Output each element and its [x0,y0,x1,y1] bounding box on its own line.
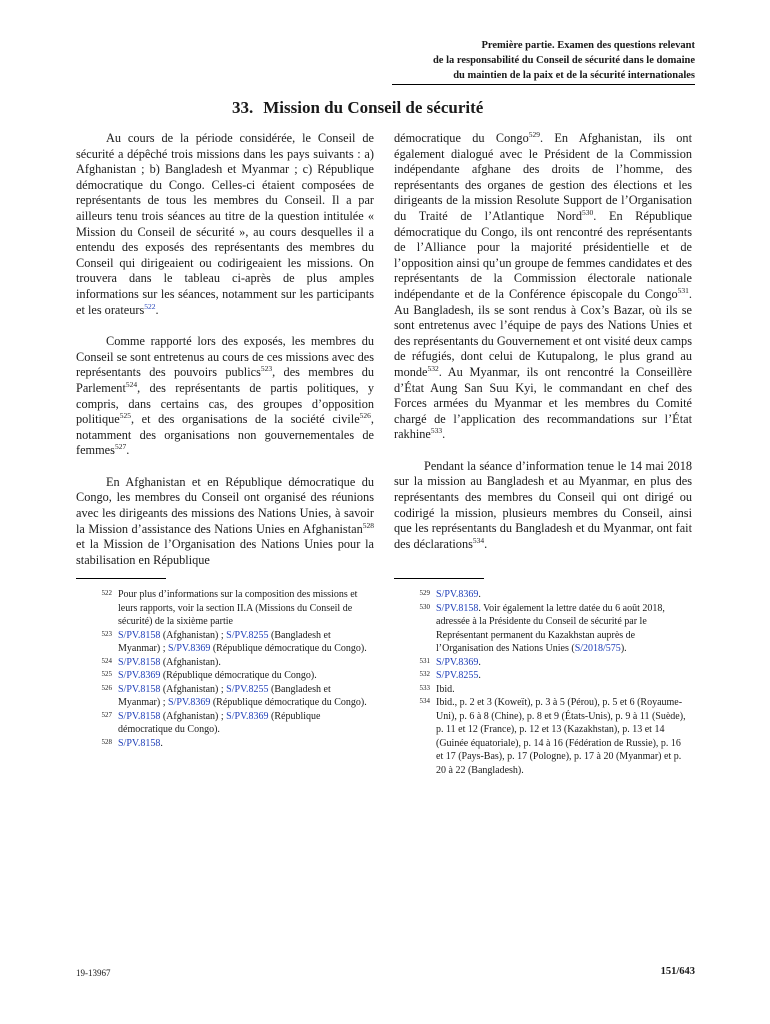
footnote-ref[interactable]: 532 [427,363,439,373]
footnote-531: 531 S/PV.8369. [419,656,481,668]
footnote-ref[interactable]: 533 [430,426,443,436]
footnote-ref[interactable]: 523 [260,364,273,374]
paragraph [76,475,374,569]
header-line-3: du maintien de la paix et de la sécurité internationales [453,70,695,81]
footnote-532: 532 S/PV.8255. [419,670,481,681]
footnote-529: 529 S/PV.8369. [419,589,481,600]
document-link[interactable]: S/PV.8158 [118,656,161,668]
left-column [76,131,374,584]
footnote-rule-right [394,578,484,579]
paragraph-text: Au cours de la période considérée, le Conseil de sécurité a dépêché trois missions dans les pays suivants : a) Afghanistan ; b) Bangladesh et Myanmar ; c) République démocratique du Congo. Celles-ci étaient composées de représentants de tous les membres du Conseil. Il a par ailleurs tenu trois séances au titre de la question intitulée « Mission du Conseil de sécurité », au cours desquelles il a entendu des exposés des représentants des membres du Conseil qui dirigeaient ou codirigeaient les missions. On trouvera dans le tableau ci-après de plus amples informations sur les séances, notamment sur les participants et les orateurs [76,131,374,317]
document-link[interactable]: S/PV.8369 [118,670,161,681]
footnote-524: 524 S/PV.8158 (Afghanistan). [101,656,221,668]
document-link[interactable]: S/PV.8369 [226,710,269,722]
footnote-525: 525 S/PV.8369 (République démocratique du Congo). [101,670,317,681]
paragraph-text: . En République démocratique du Congo, ils ont rencontré des représentants de l’Alliance pour la majorité présidentielle et de l’opposition ainsi qu’un groupe de femmes candidates et des représentants de la Commission électorale nationale indépendante et de la Conférence épiscopale du Congo [394,208,693,301]
header-line-2: de la responsabilité du Conseil de sécurité dans le domaine [432,55,695,66]
paragraph [76,131,374,318]
paragraph-text: Comme rapporté lors des exposés, les membres du Conseil se sont entretenus au cours de ces missions avec des représentants des pouvoirs publics [76,334,374,380]
document-link[interactable]: S/PV.8158 [118,683,161,695]
paragraph [76,334,374,459]
footnote-523: 523 S/PV.8158 (Afghanistan) ; S/PV.8255 (Bangladesh et Myanmar) ; S/PV.8369 (République démocratique du Congo). [101,629,367,654]
document-link[interactable]: S/PV.8369 [436,589,479,600]
document-link[interactable]: S/2018/575 [574,643,621,654]
paragraph [394,131,692,443]
paragraph-text: et la Mission de l’Organisation des Nations Unies pour la stabilisation en République [76,537,374,567]
paragraph-text: . Au Myanmar, ils ont rencontré la Conseillère d’État Aung San Suu Kyi, le commandant en chef des Forces armées du Myanmar et les membres du Comité chargé de l’application des recommandations sur l’État rakhine [394,364,692,442]
paragraph [394,459,692,553]
footnote-530: 530 S/PV.8158. Voir également la lettre datée du 6 août 2018, adressée à la Présidente du Conseil de sécurité par le Représentant permanent du Kazakhstan auprès de l’Organisation des Nations Unies (S/2018/575). [419,602,665,654]
footnote-ref[interactable]: 534 [472,535,485,545]
document-link[interactable]: S/PV.8158 [118,710,161,722]
footnote-522: 522 Pour plus d’informations sur la composition des missions et leurs rapports, voir la section II.A (Missions du Conseil de sécurité) de la sixième partie [101,589,358,627]
footnote-527: 527 S/PV.8158 (Afghanistan) ; S/PV.8369 (République démocratique du Congo). [101,710,321,735]
document-link[interactable]: S/PV.8369 [436,656,479,668]
document-link[interactable]: S/PV.8369 [168,697,211,708]
footnote-ref[interactable]: 528 [362,520,374,530]
paragraph-text: . [484,536,488,551]
footnote-ref[interactable]: 524 [125,379,138,389]
header-rule [392,84,695,85]
footnote-526: 526 S/PV.8158 (Afghanistan) ; S/PV.8255 (Bangladesh et Myanmar) ; S/PV.8369 (République démocratique du Congo). [101,683,367,708]
paragraph-text: démocratique du Congo [394,131,529,145]
document-link[interactable]: S/PV.8255 [226,629,269,641]
header-line-1: Première partie. Examen des questions relevant [481,40,695,51]
section-number: 33. [232,98,254,117]
footnote-528: 528 S/PV.8158. [101,737,163,749]
footnote-534: 534 Ibid., p. 2 et 3 (Koweït), p. 3 à 5 (Pérou), p. 5 et 6 (Royaume-Uni), p. 6 à 8 (Chine), p. 8 et 9 (États-Unis), p. 9 à 11 (Suède), p. 11 et 12 (France), p. 12 et 13 (Kazakhstan), p. 13 et 14 (Guinée équatoriale), p. 14 à 16 (Fédération de Russie), p. 16 et 17 (Pays-Bas), p. 17 (Pologne), p. 17 à 20 (Myanmar) et p. 20 à 22 (Bangladesh). [419,697,686,776]
document-link[interactable]: S/PV.8158 [436,602,479,614]
document-link[interactable]: S/PV.8255 [436,670,479,681]
document-link[interactable]: S/PV.8158 [118,629,161,641]
footnote-ref[interactable]: 529 [528,130,540,139]
paragraph-text: Pendant la séance d’information tenue le 14 mai 2018 sur la mission au Bangladesh et au Myanmar, en plus des représentants des membres du Conseil qui ont dirigé ou codirigé la mission, plusieurs membres du Conseil, ainsi que les représentants du Bangladesh et du Myanmar, ont fait des déclarations [394,458,692,551]
footnote-ref[interactable]: 531 [677,285,689,295]
paragraph-text: . En Afghanistan, ils ont également dialogué avec le Président de la Commission indépendante afghane des droits de l’homme, des représentants des organes de gestion des élections et les dirigeants de la mission Resolute Support de l’Organisation du Traité de l’Atlantique Nord [394,131,692,223]
footnotes-left [88,588,368,750]
footnote-533: 533 Ibid. [419,683,455,695]
footnote-rule-left [76,578,166,579]
footnote-ref[interactable]: 526 [359,411,371,421]
right-column [394,131,692,568]
paragraph-text: . [155,302,159,317]
section-title-text: Mission du Conseil de sécurité [263,98,484,117]
footnote-ref[interactable]: 525 [119,411,131,421]
footnote-ref[interactable]: 522 [144,301,156,311]
footnote-ref[interactable]: 530 [581,207,594,217]
paragraph-text: . [126,443,130,458]
document-link[interactable]: S/PV.8369 [168,643,211,654]
paragraph-text: , des membres du Parlement [76,365,375,395]
page-number: 151/643 [660,966,695,977]
paragraph-text: , des représentants de partis politiques, y compris, dans certains cas, des groupes d’opposition politique [76,380,374,427]
document-number: 19-13967 [76,968,111,978]
document-link[interactable]: S/PV.8158 [118,737,161,749]
footnotes-right [406,588,686,777]
paragraph-text: , et des organisations de la société civile [130,412,360,427]
section-title [232,98,483,118]
document-link[interactable]: S/PV.8255 [226,683,269,695]
paragraph-text: , notamment des organisations non gouvernementales de femmes [76,412,374,458]
paragraph-text: . Au Bangladesh, ils se sont rendus à Cox’s Bazar, où ils se sont entretenus avec l’équipe de pays des Nations Unies et des représentants du Gouvernement et ont visité deux camps de réfugiés, dont celui de Kutupalong, le plus grand au monde [394,286,692,379]
footnote-ref[interactable]: 527 [114,442,127,452]
paragraph-text: En Afghanistan et en République démocratique du Congo, les membres du Conseil ont organisé des réunions avec les dirigeants des missions des Nations Unies, à savoir la Mission d’assistance des Nations Unies en Afghanistan [76,474,374,536]
running-header [275,38,695,83]
paragraph-text: . [442,427,446,442]
